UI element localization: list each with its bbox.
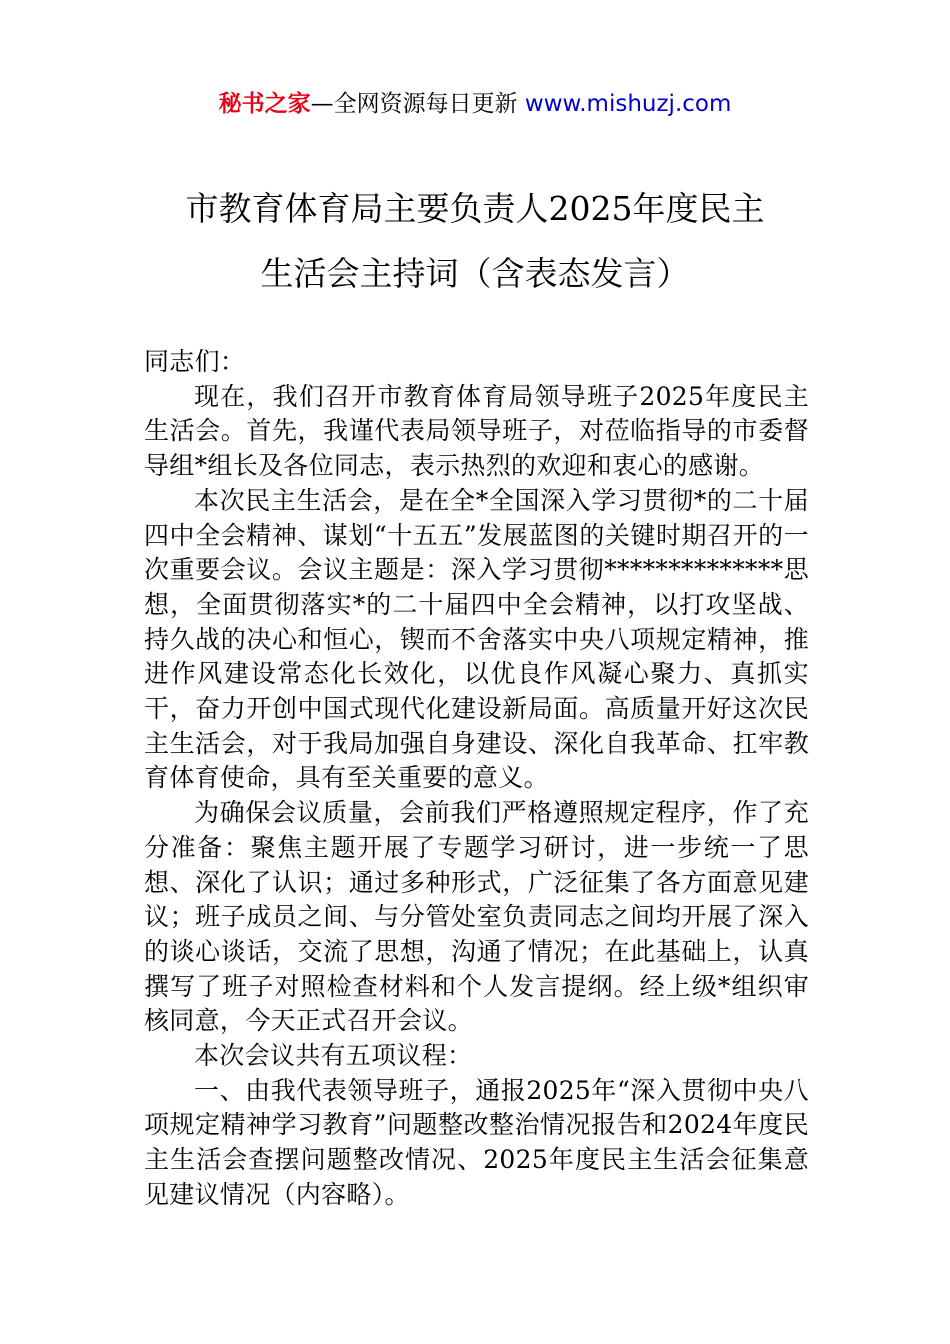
document-title-line-2: 生活会主持词（含表态发言） [260, 254, 690, 293]
paragraph: 为确保会议质量，会前我们严格遵照规定程序，作了充分准备：聚焦主题开展了专题学习研讨，进一步统一了思想、深化了认识；通过多种形式，广泛征集了各方面意见建议；班子成员之间、与分管处室负责同志之间均开展了深入的谈心谈话，交流了思想，沟通了情况；在此基础上，认真撰写了班子对照检查材料和个人发言提纲。经上级*组织审核同意，今天正式召开会议。 [144, 798, 809, 1036]
site-brand: 秘书之家 [218, 91, 311, 117]
paragraph: 现在，我们召开市教育体育局领导班子2025年度民主生活会。首先，我谨代表局领导班子，对莅临指导的市委督导组*组长及各位同志，表示热烈的欢迎和衷心的感谢。 [144, 381, 809, 481]
site-url-link[interactable]: www.mishuzj.com [524, 91, 732, 117]
site-header [0, 88, 950, 120]
paragraph: 本次民主生活会，是在全*全国深入学习贯彻*的二十届四中全会精神、谋划“十五五”发展蓝图的关键时期召开的一次重要会议。会议主题是：深入学习贯彻**************思想，全面贯彻落实*的二十届四中全会精神，以打攻坚战、持久战的决心和恒心，锲而不舍落实中央八项规定精神，推进作风建设常态化长效化，以优良作风凝心聚力、真抓实干，奋力开创中国式现代化建设新局面。高质量开好这次民主生活会，对于我局加强自身建设、深化自我革命、扛牢教育体育使命，具有至关重要的意义。 [144, 485, 809, 793]
site-tagline: —全网资源每日更新 [310, 91, 525, 117]
document-title-line-1: 市教育体育局主要负责人2025年度民主 [185, 189, 765, 228]
paragraph: 一、由我代表领导班子，通报2025年“深入贯彻中央八项规定精神学习教育”问题整改整治情况报告和2024年度民主生活会查摆问题整改情况、2025年度民主生活会征集意见建议情况（内容略）。 [144, 1075, 809, 1209]
salutation: 同志们： [144, 347, 246, 376]
paragraph: 本次会议共有五项议程： [194, 1041, 473, 1071]
document-body [144, 345, 809, 1213]
